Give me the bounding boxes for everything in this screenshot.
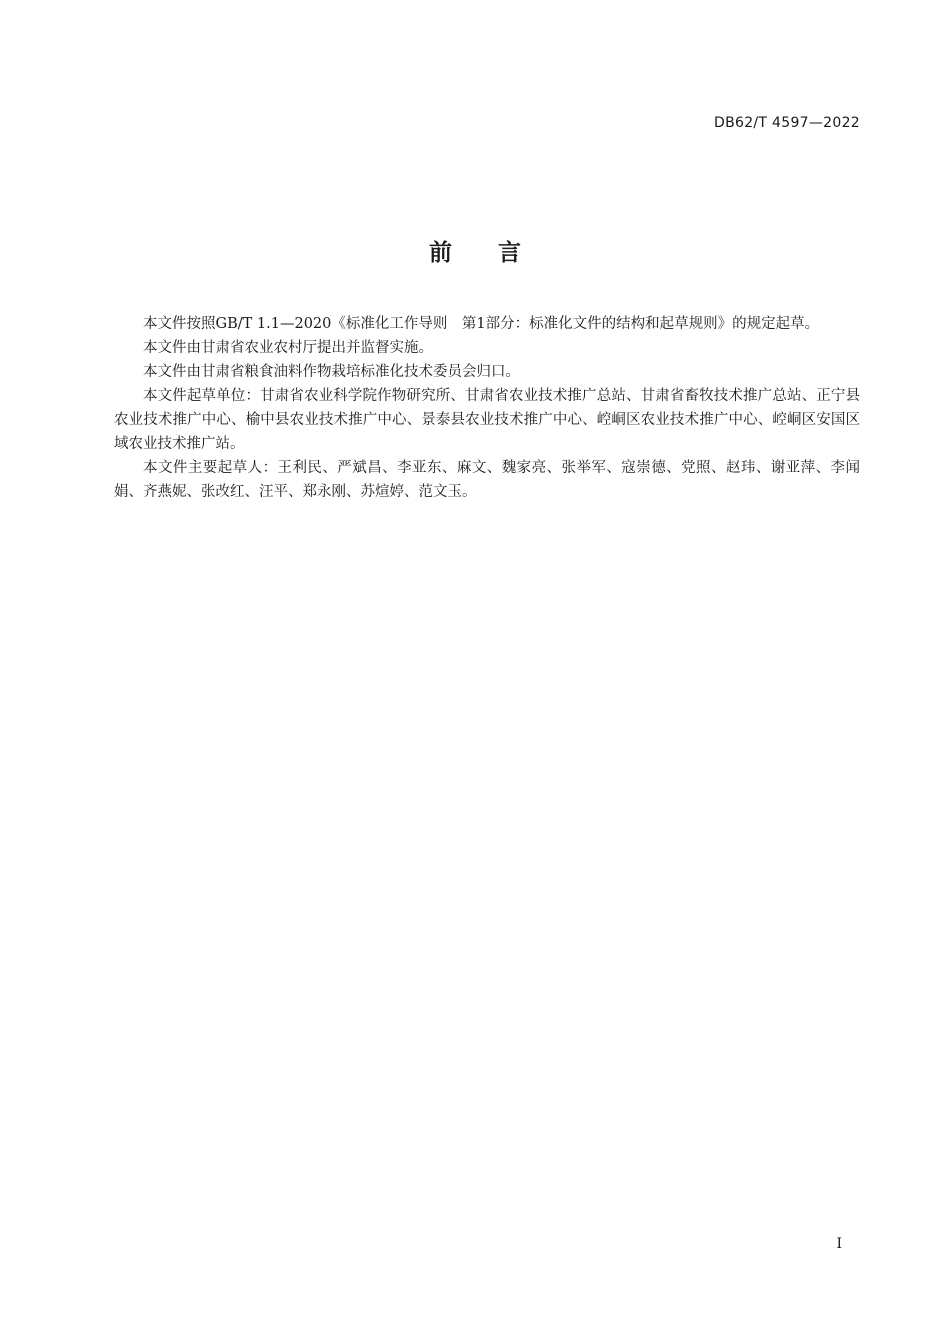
paragraph-drafting-units: 本文件起草单位：甘肃省农业科学院作物研究所、甘肃省农业技术推广总站、甘肃省畜牧技术推广总站、正宁县农业技术推广中心、榆中县农业技术推广中心、景泰县农业技术推广中心、崆峒区农业技术推广中心、崆峒区安国区域农业技术推广站。 <box>114 388 860 452</box>
paragraph-committee: 本文件由甘肃省粮食油料作物栽培标准化技术委员会归口。 <box>143 364 520 380</box>
document-code: DB62/T 4597—2022 <box>714 115 860 131</box>
paragraph-drafting-rules: 本文件按照GB/T 1.1—2020《标准化工作导则 第1部分：标准化文件的结构和起草规则》的规定起草。 <box>143 316 820 332</box>
page-number: I <box>836 1236 842 1252</box>
foreword-body <box>114 312 860 504</box>
paragraph-proposer: 本文件由甘肃省农业农村厅提出并监督实施。 <box>143 340 433 356</box>
paragraph-drafters: 本文件主要起草人：王利民、严斌昌、李亚东、麻文、魏家亮、张举军、寇崇德、党照、赵玮、谢亚萍、李闻娟、齐燕妮、张改红、汪平、郑永刚、苏煊婷、范文玉。 <box>114 460 860 500</box>
page-title: 前言 <box>429 240 567 266</box>
